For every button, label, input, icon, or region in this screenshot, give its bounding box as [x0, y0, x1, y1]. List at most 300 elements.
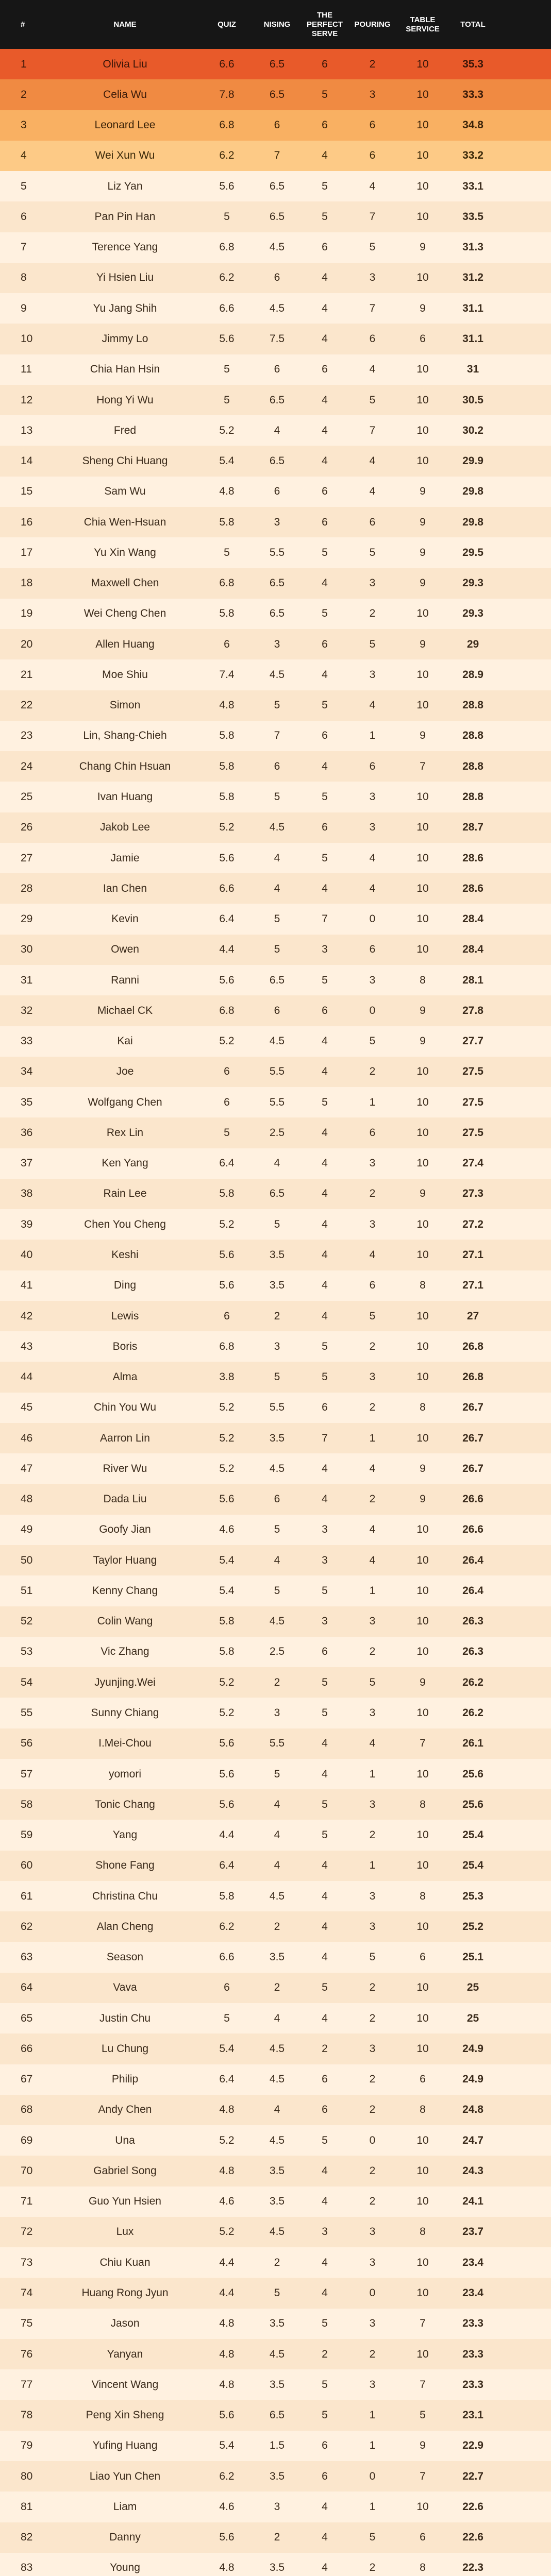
rank-cell: 27 — [21, 852, 33, 864]
pouring-cell: 2 — [369, 1493, 376, 1505]
pouring-cell: 2 — [369, 2348, 376, 2360]
name-cell: Huang Rong Jyun — [81, 2287, 169, 2299]
rank-cell: 67 — [21, 2073, 33, 2086]
table-service-cell: 10 — [416, 1706, 429, 1719]
quiz-cell: 5 — [224, 2012, 230, 2024]
nising-cell: 4.5 — [269, 1615, 285, 1628]
perfect-serve-cell: 3 — [322, 943, 328, 956]
nising-cell: 2 — [274, 1310, 280, 1322]
nising-cell: 6.5 — [269, 394, 285, 406]
table-row — [0, 1057, 551, 1087]
total-cell: 26.8 — [462, 1371, 483, 1383]
perfect-serve-cell: 5 — [322, 2378, 328, 2391]
table-service-cell: 9 — [420, 2439, 426, 2452]
table-service-cell: 10 — [416, 913, 429, 925]
nising-cell: 6 — [274, 485, 280, 498]
table-service-cell: 10 — [416, 1126, 429, 1139]
table-row — [0, 2125, 551, 2156]
quiz-cell: 5.6 — [219, 1768, 235, 1780]
table-row — [0, 782, 551, 812]
rank-cell: 12 — [21, 394, 33, 406]
table-row — [0, 1148, 551, 1179]
total-cell: 22.6 — [462, 2531, 483, 2544]
quiz-cell: 4.8 — [219, 2378, 235, 2391]
rank-cell: 68 — [21, 2104, 33, 2116]
name-cell: Pan Pin Han — [94, 210, 156, 223]
table-service-cell: 8 — [420, 1279, 426, 1292]
total-cell: 33.1 — [462, 180, 483, 192]
quiz-cell: 5.2 — [219, 1462, 235, 1475]
perfect-serve-cell: 6 — [322, 638, 328, 650]
name-cell: Allen Huang — [95, 638, 155, 650]
table-service-cell: 7 — [420, 2470, 426, 2482]
rank-cell: 81 — [21, 2500, 33, 2513]
total-cell: 28.1 — [462, 974, 483, 986]
name-cell: Jimmy Lo — [102, 333, 148, 345]
table-row — [0, 1606, 551, 1637]
table-row — [0, 1484, 551, 1514]
total-cell: 34.8 — [462, 119, 483, 131]
perfect-serve-cell: 4 — [322, 394, 328, 406]
name-cell: Chia Han Hsin — [90, 363, 160, 376]
name-cell: Maxwell Chen — [91, 577, 159, 589]
table-service-cell: 10 — [416, 1859, 429, 1872]
perfect-serve-cell: 5 — [322, 2409, 328, 2421]
table-service-cell: 6 — [420, 333, 426, 345]
perfect-serve-cell: 5 — [322, 791, 328, 803]
total-cell: 26.7 — [462, 1462, 483, 1475]
nising-cell: 4.5 — [269, 821, 285, 834]
name-cell: Philip — [111, 2073, 139, 2086]
total-cell: 24.8 — [462, 2104, 483, 2116]
perfect-serve-cell: 5 — [322, 1798, 328, 1810]
quiz-cell: 5.2 — [219, 2134, 235, 2146]
quiz-cell: 5.2 — [219, 1706, 235, 1719]
pouring-cell: 6 — [369, 760, 376, 772]
rank-cell: 74 — [21, 2287, 33, 2299]
perfect-serve-cell: 4 — [322, 1462, 328, 1475]
name-cell: Liao Yun Chen — [89, 2470, 161, 2482]
pouring-cell: 1 — [369, 1432, 376, 1444]
nising-cell: 3.5 — [269, 2378, 285, 2391]
table-row — [0, 1637, 551, 1667]
quiz-cell: 5.2 — [219, 424, 235, 436]
perfect-serve-cell: 6 — [322, 241, 328, 253]
quiz-cell: 4.4 — [219, 943, 235, 956]
name-cell: Chin You Wu — [93, 1401, 157, 1414]
name-cell: Guo Yun Hsien — [89, 2195, 161, 2208]
table-service-cell: 10 — [416, 58, 429, 70]
total-cell: 27.1 — [462, 1279, 483, 1292]
table-row — [0, 843, 551, 873]
perfect-serve-cell: 4 — [322, 302, 328, 314]
rank-cell: 22 — [21, 699, 33, 711]
table-service-cell: 5 — [420, 2409, 426, 2421]
nising-cell: 6 — [274, 1004, 280, 1016]
name-cell: Jason — [110, 2317, 140, 2330]
total-cell: 22.3 — [462, 2562, 483, 2574]
table-service-cell: 10 — [416, 455, 429, 467]
table-service-cell: 8 — [420, 2104, 426, 2116]
pouring-cell: 5 — [369, 1951, 376, 1963]
rank-cell: 70 — [21, 2164, 33, 2177]
table-service-cell: 10 — [416, 1615, 429, 1628]
quiz-cell: 6 — [224, 1065, 230, 1078]
rank-cell: 28 — [21, 882, 33, 894]
pouring-cell: 5 — [369, 2531, 376, 2544]
table-service-cell: 10 — [416, 1768, 429, 1780]
table-service-cell: 10 — [416, 1157, 429, 1170]
table-row — [0, 232, 551, 263]
quiz-cell: 5.2 — [219, 821, 235, 834]
rank-cell: 60 — [21, 1859, 33, 1872]
table-row — [0, 385, 551, 415]
name-cell: Wei Cheng Chen — [84, 607, 166, 620]
rank-cell: 44 — [21, 1371, 33, 1383]
table-row — [0, 1667, 551, 1698]
rank-cell: 15 — [21, 485, 33, 498]
total-cell: 29.8 — [462, 516, 483, 528]
perfect-serve-cell: 6 — [322, 1004, 328, 1016]
name-cell: Vic Zhang — [101, 1646, 149, 1658]
pouring-cell: 1 — [369, 1096, 376, 1108]
total-cell: 27.2 — [462, 1218, 483, 1230]
total-cell: 33.5 — [462, 210, 483, 223]
name-cell: Simon — [109, 699, 141, 711]
total-cell: 29.3 — [462, 577, 483, 589]
perfect-serve-cell: 5 — [322, 180, 328, 192]
perfect-serve-cell: 5 — [322, 1706, 328, 1719]
nising-cell: 4.5 — [269, 668, 285, 681]
quiz-cell: 5.6 — [219, 1737, 235, 1750]
perfect-serve-cell: 2 — [322, 2042, 328, 2055]
pouring-cell: 5 — [369, 1035, 376, 1047]
pouring-cell: 3 — [369, 1890, 376, 1902]
nising-cell: 6.5 — [269, 1188, 285, 1200]
name-cell: Hong Yi Wu — [96, 394, 154, 406]
pouring-cell: 6 — [369, 149, 376, 162]
name-cell: Peng Xin Sheng — [86, 2409, 164, 2421]
table-service-cell: 9 — [420, 1462, 426, 1475]
total-cell: 25 — [466, 1981, 479, 1994]
name-cell: Wolfgang Chen — [88, 1096, 162, 1108]
perfect-serve-cell: 5 — [322, 974, 328, 986]
total-cell: 31.1 — [462, 333, 483, 345]
name-cell: Liam — [113, 2500, 137, 2513]
nising-cell: 4.5 — [269, 1890, 285, 1902]
total-cell: 23.3 — [462, 2317, 483, 2330]
perfect-serve-cell: 6 — [322, 119, 328, 131]
rank-cell: 13 — [21, 424, 33, 436]
rank-cell: 25 — [21, 791, 33, 803]
pouring-cell: 7 — [369, 210, 376, 223]
name-cell: Moe Shiu — [102, 668, 148, 681]
pouring-cell: 2 — [369, 1188, 376, 1200]
rank-cell: 20 — [21, 638, 33, 650]
nising-cell: 6.5 — [269, 210, 285, 223]
header-perfect-serve: THE PERFECT SERVE — [306, 10, 343, 38]
table-service-cell: 6 — [420, 2073, 426, 2086]
rank-cell: 55 — [21, 1706, 33, 1719]
total-cell: 26.3 — [462, 1646, 483, 1658]
name-cell: Wei Xun Wu — [95, 149, 155, 162]
perfect-serve-cell: 7 — [322, 913, 328, 925]
quiz-cell: 5.6 — [219, 1798, 235, 1810]
table-row — [0, 1301, 551, 1331]
perfect-serve-cell: 5 — [322, 1981, 328, 1994]
table-row — [0, 721, 551, 751]
perfect-serve-cell: 4 — [322, 1310, 328, 1322]
perfect-serve-cell: 5 — [322, 1584, 328, 1597]
nising-cell: 2 — [274, 2256, 280, 2268]
perfect-serve-cell: 4 — [322, 2164, 328, 2177]
quiz-cell: 5 — [224, 1126, 230, 1139]
name-cell: Yi Hsien Liu — [96, 272, 154, 284]
rank-cell: 32 — [21, 1004, 33, 1016]
quiz-cell: 6.8 — [219, 241, 235, 253]
total-cell: 30.5 — [462, 394, 483, 406]
nising-cell: 5.5 — [269, 1065, 285, 1078]
total-cell: 24.9 — [462, 2042, 483, 2055]
quiz-cell: 6 — [224, 1310, 230, 1322]
quiz-cell: 5.6 — [219, 852, 235, 864]
nising-cell: 4 — [274, 1554, 280, 1566]
table-service-cell: 10 — [416, 1584, 429, 1597]
pouring-cell: 2 — [369, 1981, 376, 1994]
rank-cell: 45 — [21, 1401, 33, 1414]
nising-cell: 2 — [274, 2531, 280, 2544]
table-row — [0, 2339, 551, 2369]
table-row — [0, 1179, 551, 1209]
perfect-serve-cell: 5 — [322, 2134, 328, 2146]
quiz-cell: 5.4 — [219, 2439, 235, 2452]
table-row — [0, 1728, 551, 1759]
table-service-cell: 10 — [416, 607, 429, 620]
table-row — [0, 1698, 551, 1728]
total-cell: 31.2 — [462, 272, 483, 284]
perfect-serve-cell: 4 — [322, 1157, 328, 1170]
table-row — [0, 1240, 551, 1270]
quiz-cell: 5.4 — [219, 455, 235, 467]
nising-cell: 5.5 — [269, 1096, 285, 1108]
quiz-cell: 4.8 — [219, 2348, 235, 2360]
table-row — [0, 904, 551, 934]
total-cell: 22.7 — [462, 2470, 483, 2482]
table-row — [0, 2156, 551, 2186]
pouring-cell: 1 — [369, 2439, 376, 2452]
table-service-cell: 9 — [420, 485, 426, 498]
name-cell: Boris — [112, 1340, 138, 1352]
quiz-cell: 5.8 — [219, 1615, 235, 1628]
nising-cell: 4.5 — [269, 2226, 285, 2238]
total-cell: 33.2 — [462, 149, 483, 162]
perfect-serve-cell: 5 — [322, 546, 328, 558]
name-cell: Rain Lee — [103, 1188, 147, 1200]
total-cell: 23.3 — [462, 2378, 483, 2391]
perfect-serve-cell: 4 — [322, 760, 328, 772]
total-cell: 28.7 — [462, 821, 483, 834]
table-row — [0, 2400, 551, 2430]
nising-cell: 4.5 — [269, 2042, 285, 2055]
quiz-cell: 3.8 — [219, 1371, 235, 1383]
table-service-cell: 10 — [416, 2164, 429, 2177]
total-cell: 27 — [466, 1310, 479, 1322]
total-cell: 31.3 — [462, 241, 483, 253]
quiz-cell: 5.8 — [219, 1890, 235, 1902]
table-service-cell: 9 — [420, 577, 426, 589]
total-cell: 27.4 — [462, 1157, 483, 1170]
table-row — [0, 659, 551, 690]
quiz-cell: 5.8 — [219, 1188, 235, 1200]
header-name: NAME — [113, 20, 137, 29]
nising-cell: 7 — [274, 149, 280, 162]
table-row — [0, 1087, 551, 1117]
quiz-cell: 4.4 — [219, 2287, 235, 2299]
nising-cell: 4 — [274, 1829, 280, 1841]
nising-cell: 3 — [274, 1706, 280, 1719]
rank-cell: 7 — [21, 241, 27, 253]
rank-cell: 29 — [21, 913, 33, 925]
pouring-cell: 3 — [369, 791, 376, 803]
pouring-cell: 3 — [369, 1157, 376, 1170]
quiz-cell: 5 — [224, 546, 230, 558]
quiz-cell: 6 — [224, 1096, 230, 1108]
pouring-cell: 2 — [369, 2104, 376, 2116]
perfect-serve-cell: 6 — [322, 485, 328, 498]
name-cell: Jakob Lee — [100, 821, 150, 834]
name-cell: Ranni — [111, 974, 139, 986]
pouring-cell: 4 — [369, 699, 376, 711]
name-cell: Young — [110, 2562, 140, 2574]
table-row — [0, 2369, 551, 2400]
table-row — [0, 141, 551, 171]
rank-cell: 52 — [21, 1615, 33, 1628]
perfect-serve-cell: 4 — [322, 1065, 328, 1078]
table-row — [0, 354, 551, 385]
name-cell: Yanyan — [107, 2348, 143, 2360]
quiz-cell: 4.8 — [219, 2562, 235, 2574]
perfect-serve-cell: 4 — [322, 1279, 328, 1292]
nising-cell: 4.5 — [269, 241, 285, 253]
pouring-cell: 0 — [369, 1004, 376, 1016]
nising-cell: 4.5 — [269, 302, 285, 314]
name-cell: Lewis — [111, 1310, 139, 1322]
perfect-serve-cell: 5 — [322, 607, 328, 620]
quiz-cell: 5.8 — [219, 516, 235, 528]
name-cell: Olivia Liu — [103, 58, 147, 70]
total-cell: 28.4 — [462, 913, 483, 925]
pouring-cell: 4 — [369, 1462, 376, 1475]
table-service-cell: 8 — [420, 2226, 426, 2238]
table-row — [0, 1545, 551, 1575]
pouring-cell: 3 — [369, 821, 376, 834]
total-cell: 27.5 — [462, 1096, 483, 1108]
name-cell: Rex Lin — [106, 1126, 144, 1139]
perfect-serve-cell: 4 — [322, 1920, 328, 1933]
rank-cell: 76 — [21, 2348, 33, 2360]
perfect-serve-cell: 4 — [322, 2195, 328, 2208]
nising-cell: 6.5 — [269, 974, 285, 986]
table-row — [0, 1393, 551, 1423]
rank-cell: 17 — [21, 546, 33, 558]
perfect-serve-cell: 4 — [322, 1035, 328, 1047]
rank-cell: 38 — [21, 1188, 33, 1200]
pouring-cell: 1 — [369, 730, 376, 742]
quiz-cell: 5 — [224, 394, 230, 406]
quiz-cell: 4.8 — [219, 485, 235, 498]
name-cell: Jyunjing.Wei — [94, 1676, 156, 1688]
pouring-cell: 5 — [369, 394, 376, 406]
total-cell: 23.4 — [462, 2287, 483, 2299]
total-cell: 25 — [466, 2012, 479, 2024]
pouring-cell: 2 — [369, 607, 376, 620]
name-cell: Chiu Kuan — [99, 2256, 151, 2268]
table-service-cell: 10 — [416, 2500, 429, 2513]
quiz-cell: 5.2 — [219, 1432, 235, 1444]
nising-cell: 4.5 — [269, 1035, 285, 1047]
nising-cell: 5 — [274, 1523, 280, 1536]
total-cell: 24.7 — [462, 2134, 483, 2146]
nising-cell: 2 — [274, 1920, 280, 1933]
pouring-cell: 2 — [369, 58, 376, 70]
table-service-cell: 10 — [416, 180, 429, 192]
quiz-cell: 6.4 — [219, 1157, 235, 1170]
rank-cell: 8 — [21, 272, 27, 284]
table-row — [0, 171, 551, 201]
total-cell: 24.3 — [462, 2164, 483, 2177]
rank-cell: 19 — [21, 607, 33, 620]
total-cell: 22.6 — [462, 2500, 483, 2513]
table-service-cell: 10 — [416, 1523, 429, 1536]
pouring-cell: 3 — [369, 1218, 376, 1230]
name-cell: Lux — [116, 2226, 134, 2238]
rank-cell: 77 — [21, 2378, 33, 2391]
table-service-cell: 9 — [420, 638, 426, 650]
nising-cell: 4 — [274, 424, 280, 436]
table-row — [0, 1117, 551, 1148]
table-row — [0, 2492, 551, 2522]
name-cell: Tonic Chang — [95, 1798, 155, 1810]
nising-cell: 2.5 — [269, 1646, 285, 1658]
total-cell: 29.5 — [462, 546, 483, 558]
table-row — [0, 1453, 551, 1484]
perfect-serve-cell: 6 — [322, 821, 328, 834]
name-cell: Kenny Chang — [92, 1584, 158, 1597]
pouring-cell: 1 — [369, 1584, 376, 1597]
nising-cell: 5 — [274, 913, 280, 925]
table-row — [0, 1789, 551, 1820]
table-service-cell: 10 — [416, 668, 429, 681]
table-service-cell: 10 — [416, 394, 429, 406]
perfect-serve-cell: 5 — [322, 1371, 328, 1383]
quiz-cell: 6.6 — [219, 302, 235, 314]
table-service-cell: 6 — [420, 1951, 426, 1963]
quiz-cell: 5.2 — [219, 1035, 235, 1047]
pouring-cell: 2 — [369, 1646, 376, 1658]
total-cell: 28.8 — [462, 760, 483, 772]
name-cell: Justin Chu — [99, 2012, 151, 2024]
name-cell: Aarron Lin — [100, 1432, 150, 1444]
table-row — [0, 1942, 551, 1972]
name-cell: Ken Yang — [102, 1157, 148, 1170]
table-row — [0, 1911, 551, 1942]
table-service-cell: 10 — [416, 2134, 429, 2146]
perfect-serve-cell: 3 — [322, 1554, 328, 1566]
perfect-serve-cell: 4 — [322, 577, 328, 589]
total-cell: 23.7 — [462, 2226, 483, 2238]
rank-cell: 69 — [21, 2134, 33, 2146]
rank-cell: 16 — [21, 516, 33, 528]
